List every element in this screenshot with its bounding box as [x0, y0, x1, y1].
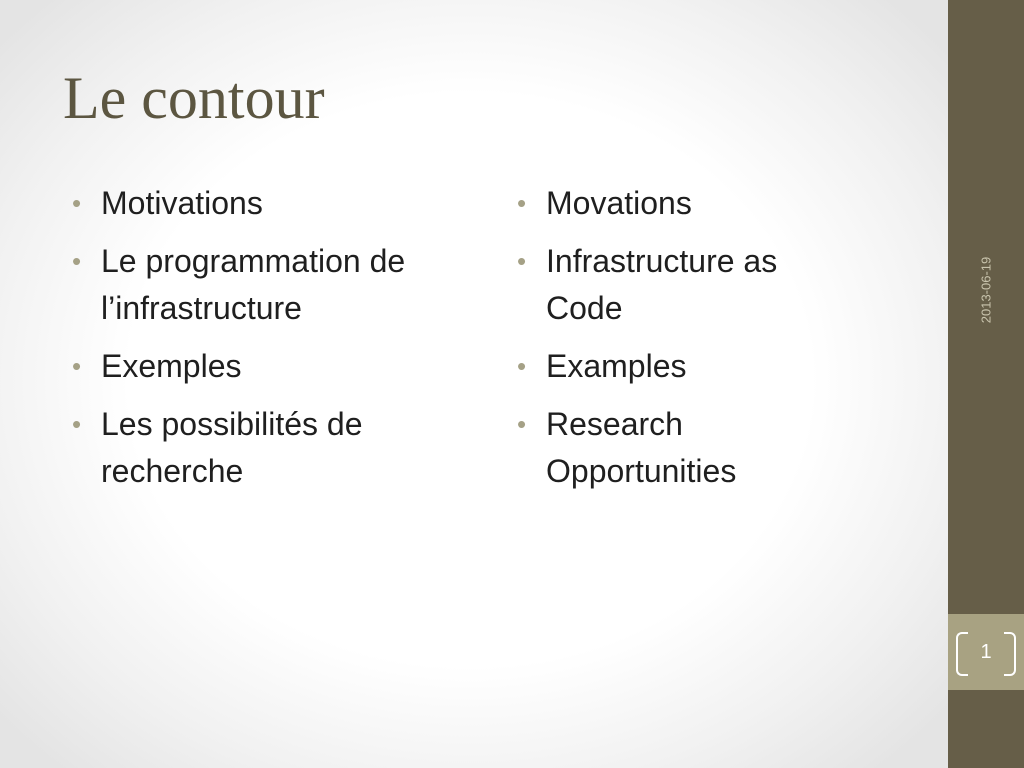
bullet-icon: • — [517, 246, 527, 276]
item-text: Exemples — [101, 348, 242, 384]
slide-date: 2013-06-19 — [978, 256, 994, 324]
list-item — [72, 180, 472, 227]
list-item — [72, 401, 472, 495]
right-bullet-list — [517, 180, 857, 506]
list-item — [72, 238, 472, 332]
item-text: Les possibilités de — [101, 406, 363, 442]
bullet-icon: • — [72, 246, 82, 276]
bullet-icon: • — [517, 188, 527, 218]
item-text: Infrastructure as — [546, 243, 778, 279]
list-item — [517, 238, 857, 332]
item-text: Research — [546, 406, 683, 442]
slide-title: Le contour — [63, 65, 325, 131]
item-text: recherche — [101, 453, 244, 489]
page-number-box — [948, 614, 1024, 690]
bullet-icon: • — [72, 351, 82, 381]
list-item — [517, 401, 857, 495]
list-item — [517, 180, 857, 227]
bullet-icon: • — [517, 351, 527, 381]
list-item — [72, 343, 472, 390]
item-text: l’infrastructure — [101, 290, 302, 326]
left-bullet-list — [72, 180, 472, 506]
item-text: Le programmation de — [101, 243, 406, 279]
bullet-icon: • — [517, 409, 527, 439]
item-text: Examples — [546, 348, 687, 384]
item-text: Movations — [546, 185, 692, 221]
item-text: Motivations — [101, 185, 263, 221]
bullet-icon: • — [72, 188, 82, 218]
item-text: Opportunities — [546, 453, 737, 489]
page-number: 1 — [980, 641, 992, 663]
bullet-icon: • — [72, 409, 82, 439]
item-text: Code — [546, 290, 623, 326]
list-item — [517, 343, 857, 390]
